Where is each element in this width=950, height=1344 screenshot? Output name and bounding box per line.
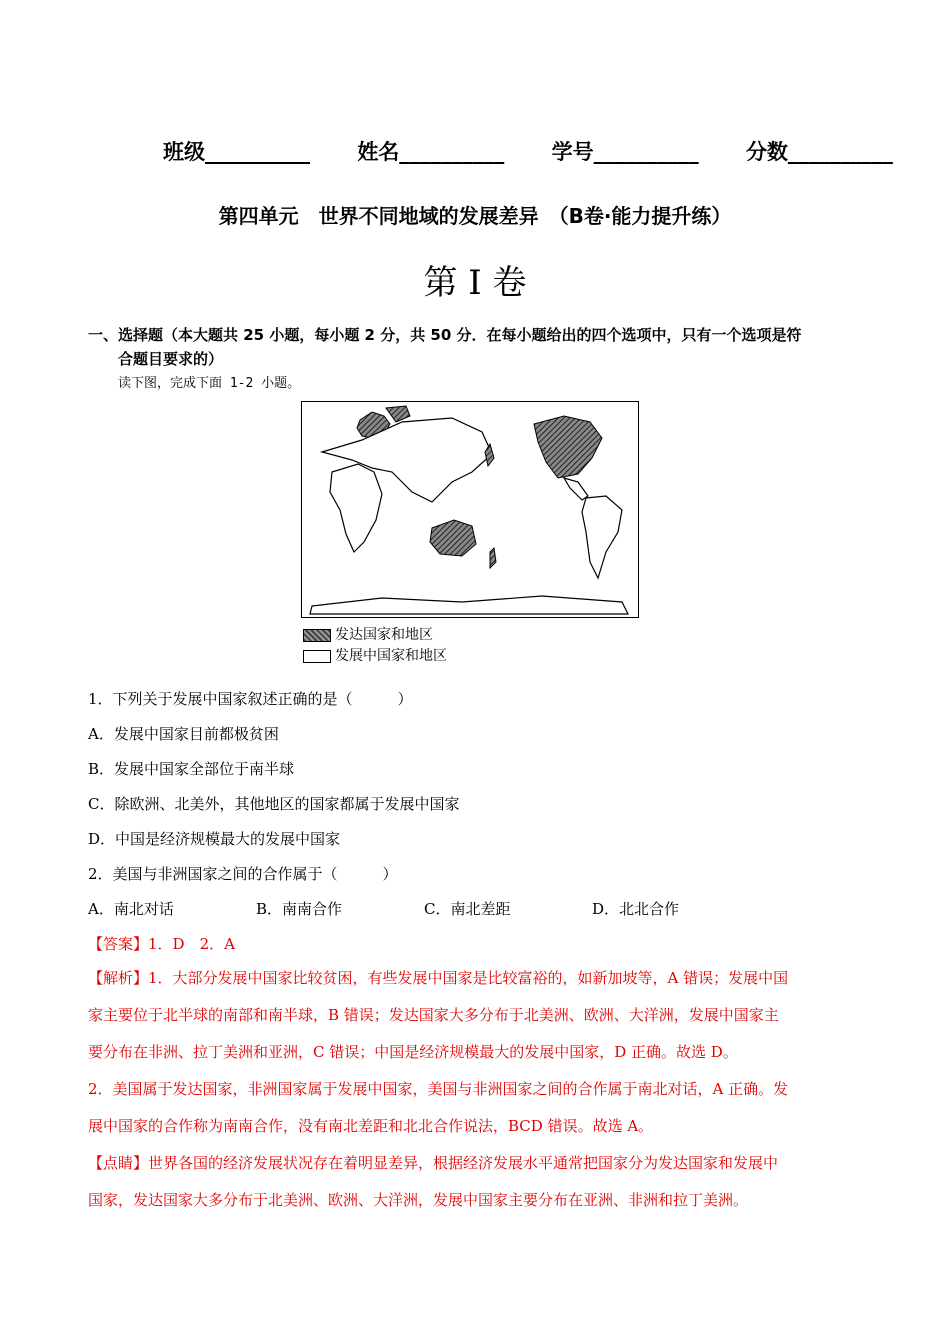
australia-region xyxy=(430,520,476,556)
developing-swatch xyxy=(303,650,331,663)
section-heading-line1: 一、选择题（本大题共 25 小题，每小题 2 分，共 50 分．在每小题给出的四个选项中，只有一个选项是符 xyxy=(88,326,802,344)
greenland-region xyxy=(386,406,410,422)
analysis-line: 家主要位于北半球的南部和南半球，B 错误；发达国家大多分布于北美洲、欧洲、大洋洲，发展中国家主 xyxy=(88,1006,779,1024)
analysis-line: 2．美国属于发达国家，非洲国家属于发展中国家，美国与非洲国家之间的合作属于南北对话，A 正确。发 xyxy=(88,1080,789,1098)
analysis-line: 展中国家的合作称为南南合作，没有南北差距和北北合作说法，BCD 错误。故选 A。 xyxy=(88,1117,654,1135)
q1-option-d[interactable]: D．中国是经济规模最大的发展中国家 xyxy=(88,830,341,848)
q1-option-b[interactable]: B．发展中国家全部位于南半球 xyxy=(88,760,295,778)
legend-developing xyxy=(303,645,447,665)
legend-developing-label: 发展中国家和地区 xyxy=(335,648,447,664)
q2-option-b[interactable]: B．南南合作 xyxy=(256,900,343,918)
south-america-region xyxy=(582,496,622,578)
class-field[interactable]: 班级__________ xyxy=(163,140,310,164)
q1-stem: 1．下列关于发展中国家叙述正确的是（ ） xyxy=(88,690,413,708)
legend-developed xyxy=(303,624,433,644)
antarctica-region xyxy=(310,596,628,614)
q2-option-c[interactable]: C．南北差距 xyxy=(424,900,511,918)
unit-title: 第四单元 世界不同地域的发展差异 （B卷·能力提升练） xyxy=(218,204,732,228)
africa-region xyxy=(330,464,382,552)
answer-line: 【答案】1．D 2．A xyxy=(88,935,235,953)
q2-stem: 2．美国与非洲国家之间的合作属于（ ） xyxy=(88,865,398,883)
instruction-text: 读下图，完成下面 1-2 小题。 xyxy=(118,376,301,391)
q2-option-d[interactable]: D．北北合作 xyxy=(592,900,680,918)
volume-title: 第 I 卷 xyxy=(423,263,527,303)
name-field[interactable]: 姓名__________ xyxy=(357,140,505,164)
north-america-region xyxy=(534,416,602,478)
analysis-line: 要分布在非洲、拉丁美洲和亚洲，C 错误；中国是经济规模最大的发展中国家，D 正确。故选 D。 xyxy=(88,1043,738,1061)
q1-option-c[interactable]: C．除欧洲、北美外，其他地区的国家都属于发展中国家 xyxy=(88,795,460,813)
section-heading-line2: 合题目要求的） xyxy=(118,350,224,368)
world-map-drawing xyxy=(302,402,638,617)
score-field[interactable]: 分数__________ xyxy=(745,140,893,164)
new-zealand-region xyxy=(490,548,496,568)
legend-developed-label: 发达国家和地区 xyxy=(335,627,433,643)
q2-options xyxy=(88,898,760,919)
analysis-block xyxy=(88,960,873,1219)
header-fields xyxy=(163,136,933,166)
developed-swatch xyxy=(303,629,331,642)
q1-option-a[interactable]: A．发展中国家目前都极贫困 xyxy=(88,725,279,743)
student-id-field[interactable]: 学号__________ xyxy=(551,140,699,164)
q2-option-a[interactable]: A．南北对话 xyxy=(88,900,174,918)
section-heading xyxy=(88,323,878,371)
analysis-line: 【解析】1．大部分发展中国家比较贫困，有些发展中国家是比较富裕的，如新加坡等，A 错误；发展中国 xyxy=(88,969,789,987)
world-map xyxy=(301,401,639,618)
key-point-line: 国家，发达国家大多分布于北美洲、欧洲、大洋洲，发展中国家主要分布在亚洲、非洲和拉丁美洲。 xyxy=(88,1191,749,1209)
key-point-line: 【点睛】世界各国的经济发展状况存在着明显差异，根据经济发展水平通常把国家分为发达国家和发展中 xyxy=(88,1154,779,1172)
central-america-region xyxy=(564,478,588,500)
